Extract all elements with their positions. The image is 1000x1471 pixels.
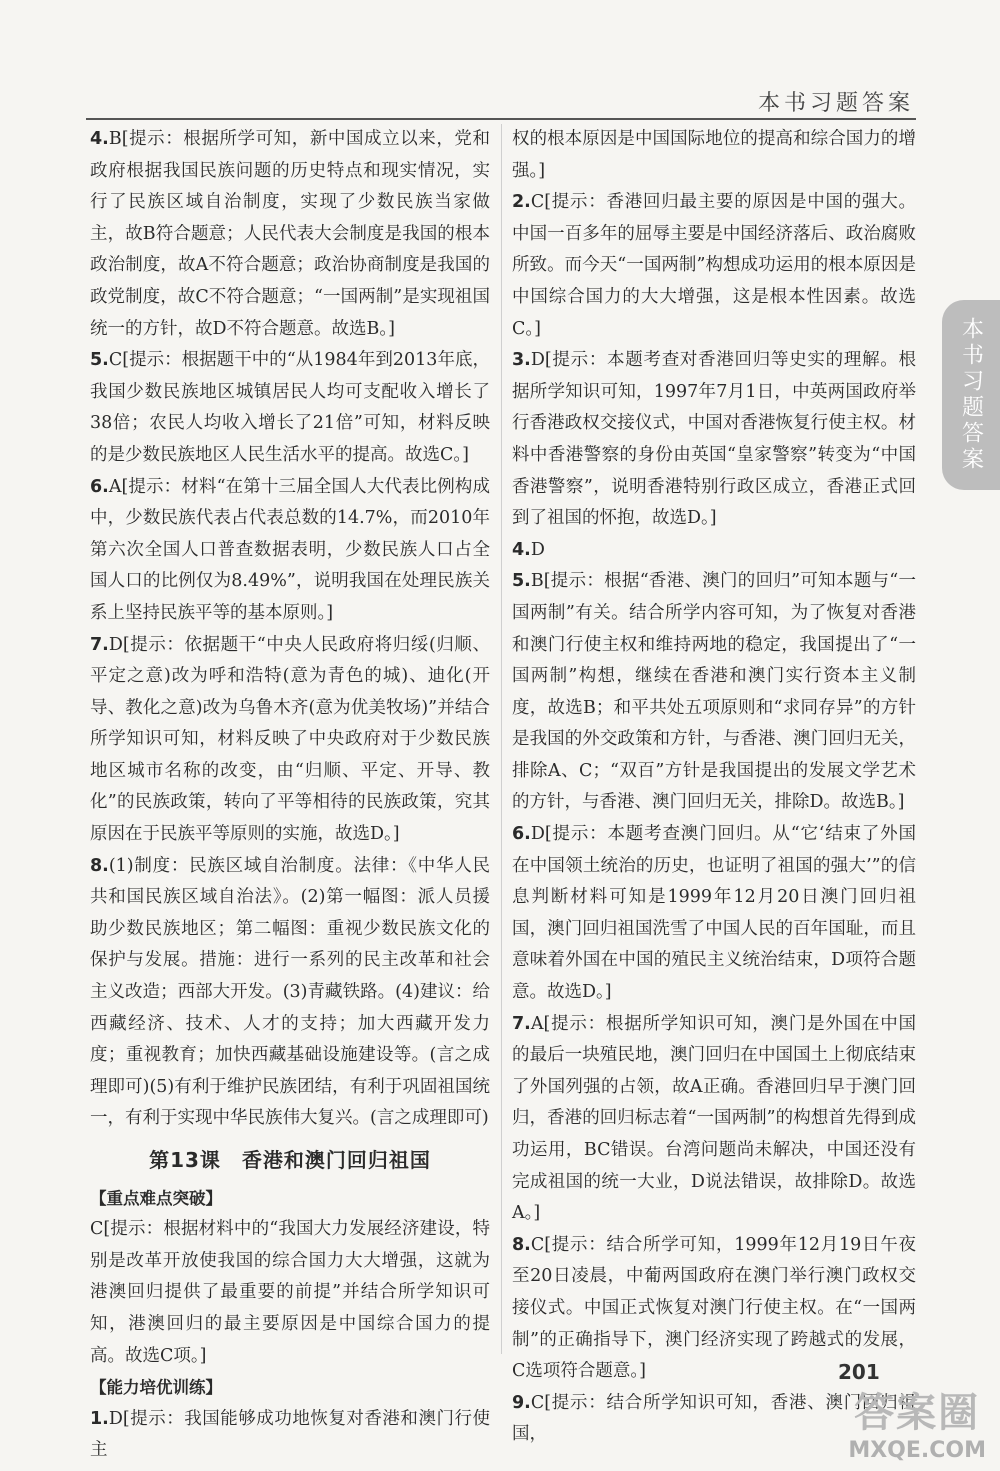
answer-number: 7. bbox=[90, 634, 109, 655]
answer-number: 5. bbox=[90, 350, 109, 371]
section-answer: C[提示：根据材料中的“我国大力发展经济建设，特别是改革开放使我国的综合国力大大增强，这就为港澳回归提供了最重要的前提”并结合所学知识可知，港澳回归的最主要原因是中国综合国力的提高。故选C项。] bbox=[90, 1219, 490, 1366]
answer-text: D[提示：我国能够成功地恢复对香港和澳门行使主 bbox=[90, 1408, 490, 1461]
column-divider bbox=[501, 124, 502, 1354]
answer-number: 4. bbox=[90, 129, 109, 149]
page-number: 201 bbox=[838, 1360, 880, 1384]
answer-text: C[提示：结合所学可知，1999年12月19日午夜至20日凌晨，中葡两国政府在澳门举行澳门政权交接仪式。中国正式恢复对澳门行使主权。在“一国两制”的正确指导下，澳门经济实现了跨越式的发展，C选项符合题意。] bbox=[512, 1234, 916, 1382]
answer-number: 6. bbox=[512, 824, 531, 845]
answer-item bbox=[512, 566, 916, 819]
answer-item bbox=[512, 1009, 916, 1230]
answer-number: 8. bbox=[512, 1234, 531, 1255]
answer-text: D[提示：本题考查澳门回归。从“它‘结束了外国在中国领土统治的历史，也证明了祖国的强大’”的信息判断材料可知是1999年12月20日澳门回归祖国，澳门回归祖国洗雪了中国人民的百年国耻，而且意味着外国在中国的殖民主义统治结束，D项符合题意。故选D。] bbox=[512, 824, 916, 1003]
left-column bbox=[90, 124, 490, 1467]
answer-item bbox=[90, 851, 490, 1135]
answer-item bbox=[90, 124, 490, 345]
answer-item bbox=[512, 819, 916, 1009]
answer-item bbox=[90, 1404, 490, 1467]
answer-continuation: 权的根本原因是中国国际地位的提高和综合国力的增强。] bbox=[512, 129, 916, 181]
answer-number: 3. bbox=[512, 350, 531, 371]
section-heading: 【能力培优训练】 bbox=[90, 1378, 222, 1398]
answer-item bbox=[90, 345, 490, 471]
side-tab bbox=[942, 300, 1000, 490]
side-tab-label: 本书习题答案 bbox=[958, 317, 984, 473]
answer-number: 5. bbox=[512, 571, 531, 592]
answer-number: 6. bbox=[90, 476, 109, 497]
watermark bbox=[848, 1381, 986, 1463]
answer-number: 1. bbox=[90, 1408, 109, 1429]
answer-item bbox=[512, 535, 916, 567]
header-title: 本书习题答案 bbox=[757, 91, 914, 116]
section-heading: 【重点难点突破】 bbox=[90, 1188, 222, 1208]
answer-number: 2. bbox=[512, 192, 531, 213]
answer-number: 8. bbox=[90, 855, 109, 876]
answer-item bbox=[512, 187, 916, 345]
answer-text: D bbox=[530, 539, 545, 560]
answer-item bbox=[512, 345, 916, 535]
answer-text: A[提示：材料“在第十三届全国人大代表比例构成中，少数民族代表占代表总数的14.7%，而2010年第六次全国人口普查数据表明，少数民族人口占全国人口的比例仅为8.49%”，说明我国在处理民族关系上坚持民族平等的基本原则。] bbox=[90, 476, 490, 623]
answer-text: D[提示：本题考查对香港回归等史实的理解。根据所学知识可知，1997年7月1日，中英两国政府举行香港政权交接仪式，中国对香港恢复行使主权。材料中香港警察的身份由英国“皇家警察”转变为“中国香港警察”，说明香港特别行政区成立，香港正式回到了祖国的怀抱，故选D。] bbox=[512, 350, 916, 529]
answer-text: A[提示：根据所学知识可知，澳门是外国在中国的最后一块殖民地，澳门回归在中国国土上彻底结束了外国列强的占领，故A正确。香港回归早于澳门回归，香港的回归标志着“一国两制”的构想首先得到成功运用，BC错误。台湾问题尚未解决，中国还没有完成祖国的统一大业，D说法错误，故排除D。故选A。] bbox=[512, 1013, 916, 1224]
answer-text: D[提示：依据题干“中央人民政府将归绥(归顺、平定之意)改为呼和浩特(意为青色的城)、迪化(开导、教化之意)改为乌鲁木齐(意为优美牧场)”并结合所学知识可知，材料反映了中央政府对于少数民族地区城市名称的改变，由“归顺、平定、开导、教化”的民族政策，转向了平等相待的民族政策，究其原因在于民族平等原则的实施，故选D。] bbox=[90, 634, 490, 845]
lesson-title: 第13课 香港和澳门回归祖国 bbox=[149, 1148, 431, 1172]
answer-number: 7. bbox=[512, 1013, 531, 1034]
answer-text: B[提示：根据“香港、澳门的回归”可知本题与“一国两制”有关。结合所学内容可知，为了恢复对香港和澳门行使主权和维持两地的稳定，我国提出了“一国两制”构想，继续在香港和澳门实行资本主义制度，故选B；和平共处五项原则和“求同存异”的方针是我国的外交政策和方针，与香港、澳门回归无关，排除A、C；“双百”方针是我国提出的发展文学艺术的方针，与香港、澳门回归无关，排除D。故选B。] bbox=[512, 571, 916, 813]
answer-item bbox=[90, 472, 490, 630]
watermark-logo: 答案圈 bbox=[854, 1390, 981, 1436]
answer-text: B[提示：根据所学可知，新中国成立以来，党和政府根据我国民族问题的历史特点和现实情况，实行了民族区域自治制度，实现了少数民族当家做主，故B符合题意；人民代表大会制度是我国的根本政治制度，故A不符合题意；政治协商制度是我国的政党制度，故C不符合题意；“一国两制”是实现祖国统一的方针，故D不符合题意。故选B。] bbox=[90, 129, 490, 339]
right-column bbox=[512, 124, 916, 1451]
answer-number: 4. bbox=[512, 539, 531, 560]
answer-text: C[提示：结合所学知识可知，香港、澳门回归祖国， bbox=[512, 1392, 916, 1445]
header-rule bbox=[86, 118, 916, 120]
watermark-domain: MXQE.COM bbox=[848, 1438, 986, 1463]
answer-item bbox=[90, 630, 490, 851]
answer-number: 9. bbox=[512, 1392, 531, 1413]
answer-text: C[提示：根据题干中的“从1984年到2013年底，我国少数民族地区城镇居民人均可支配收入增长了38倍；农民人均收入增长了21倍”可知，材料反映的是少数民族地区人民生活水平的提高。故选C。] bbox=[90, 350, 490, 465]
answer-text: (1)制度：民族区域自治制度。法律：《中华人民共和国民族区域自治法》。(2)第一幅图：派人员援助少数民族地区；第二幅图：重视少数民族文化的保护与发展。措施：进行一系列的民主改革和社会主义改造；西部大开发。(3)青藏铁路。(4)建议：给西藏经济、技术、人才的支持；加大西藏开发力度；重视教育；加快西藏基础设施建设等。(言之成理即可)(5)有利于维护民族团结，有利于巩固祖国统一，有利于实现中华民族伟大复兴。(言之成理即可) bbox=[90, 855, 490, 1129]
answer-text: C[提示：香港回归最主要的原因是中国的强大。中国一百多年的屈辱主要是中国经济落后、政治腐败所致。而今天“一国两制”构想成功运用的根本原因是中国综合国力的大大增强，这是根本性因素。故选C。] bbox=[512, 192, 916, 339]
